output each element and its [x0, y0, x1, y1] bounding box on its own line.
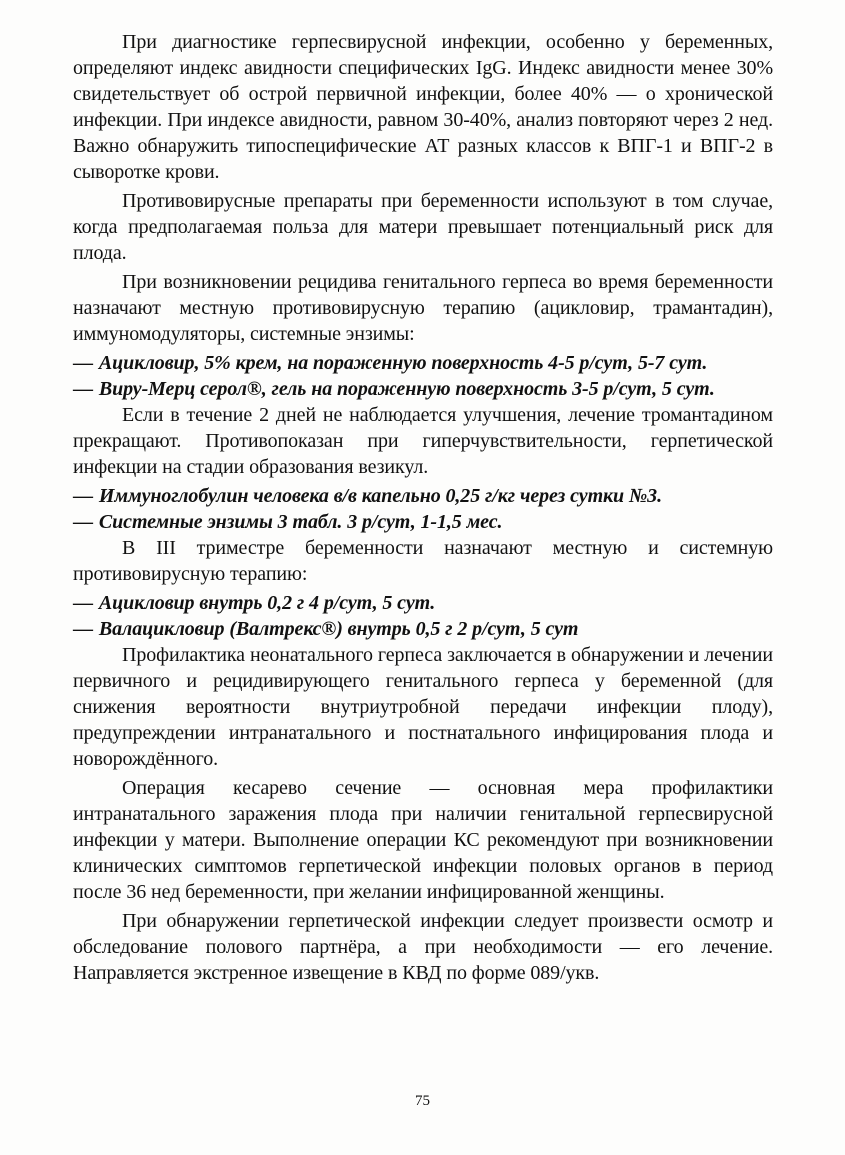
- paragraph-cesarean: Операция кесарево сечение — основная мера профилактики интранатального заражения плода при наличии генитальной герпесвирусной инфекции у матери. Выполнение операции КС рекомендуют при возникновении клинических симптомов герпетической инфекции половых органов в период после 36 нед беременности, при желании инфицированной женщины.: [73, 777, 773, 903]
- list-item-acyclovir-oral: [73, 590, 773, 616]
- paragraph-recurrence-therapy: При возникновении рецидива генитального герпеса во время беременности назначают местную противовирусную терапию (ацикловир, трамантадин), иммуномодуляторы, системные энзимы:: [73, 271, 773, 345]
- list-item-text: Иммуноглобулин человека в/в капельно 0,25 г/кг через сутки №3.: [98, 485, 662, 507]
- list-item-text: Валацикловир (Валтрекс®) внутрь 0,5 г 2 р/сут, 5 сут: [98, 618, 579, 640]
- paragraph-antiviral-use: Противовирусные препараты при беременности используют в том случае, когда предполагаемая польза для матери превышает потенциальный риск для плода.: [73, 190, 773, 264]
- list-item-immunoglobulin: [73, 483, 773, 509]
- paragraph-prophylaxis: Профилактика неонатального герпеса заключается в обнаружении и лечении первичного и рецидивирующего генитального герпеса у беременной (для снижения вероятности внутриутробной передачи инфекции плоду), предупреждении интранатального и постнатального инфицирования плода и новорождённого.: [73, 644, 773, 770]
- list-dash: —: [73, 592, 93, 614]
- list-item-text: Виру-Мерц серол®, гель на пораженную поверхность 3-5 р/сут, 5 сут.: [98, 378, 715, 400]
- list-dash: —: [73, 378, 93, 400]
- paragraph-avidity: При диагностике герпесвирусной инфекции, особенно у беременных, определяют индекс авидности специфических IgG. Индекс авидности менее 30% свидетельствует об острой первичной инфекции, более 40% — о хронической инфекции. При индексе авидности, равном 30-40%, анализ повторяют через 2 нед. Важно обнаружить типоспецифические АТ разных классов к ВПГ-1 и ВПГ-2 в сыворотке крови.: [73, 31, 773, 183]
- list-item-text: Ацикловир, 5% крем, на пораженную поверхность 4-5 р/сут, 5-7 сут.: [98, 352, 708, 374]
- list-dash: —: [73, 485, 93, 507]
- page-number: 75: [415, 1093, 430, 1109]
- page-text: [73, 29, 773, 989]
- paragraph-partner-exam: При обнаружении герпетической инфекции следует произвести осмотр и обследование полового партнёра, а при необходимости — его лечение. Направляется экстренное извещение в КВД по форме 089/укв.: [73, 910, 773, 984]
- list-item-text: Ацикловир внутрь 0,2 г 4 р/сут, 5 сут.: [98, 592, 436, 614]
- list-dash: —: [73, 511, 93, 533]
- paragraph-third-trimester: В III триместре беременности назначают местную и системную противовирусную терапию:: [73, 537, 773, 585]
- list-item-enzymes: [73, 509, 773, 535]
- list-item-text: Системные энзимы 3 табл. 3 р/сут, 1-1,5 мес.: [98, 511, 503, 533]
- list-item-viru-merz: [73, 376, 773, 402]
- list-dash: —: [73, 618, 93, 640]
- list-item-acyclovir-cream: [73, 350, 773, 376]
- list-dash: —: [73, 352, 93, 374]
- paragraph-tromantadine: Если в течение 2 дней не наблюдается улучшения, лечение тромантадином прекращают. Противопоказан при гиперчувствительности, герпетической инфекции на стадии образования везикул.: [73, 404, 773, 478]
- list-item-valacyclovir: [73, 616, 773, 642]
